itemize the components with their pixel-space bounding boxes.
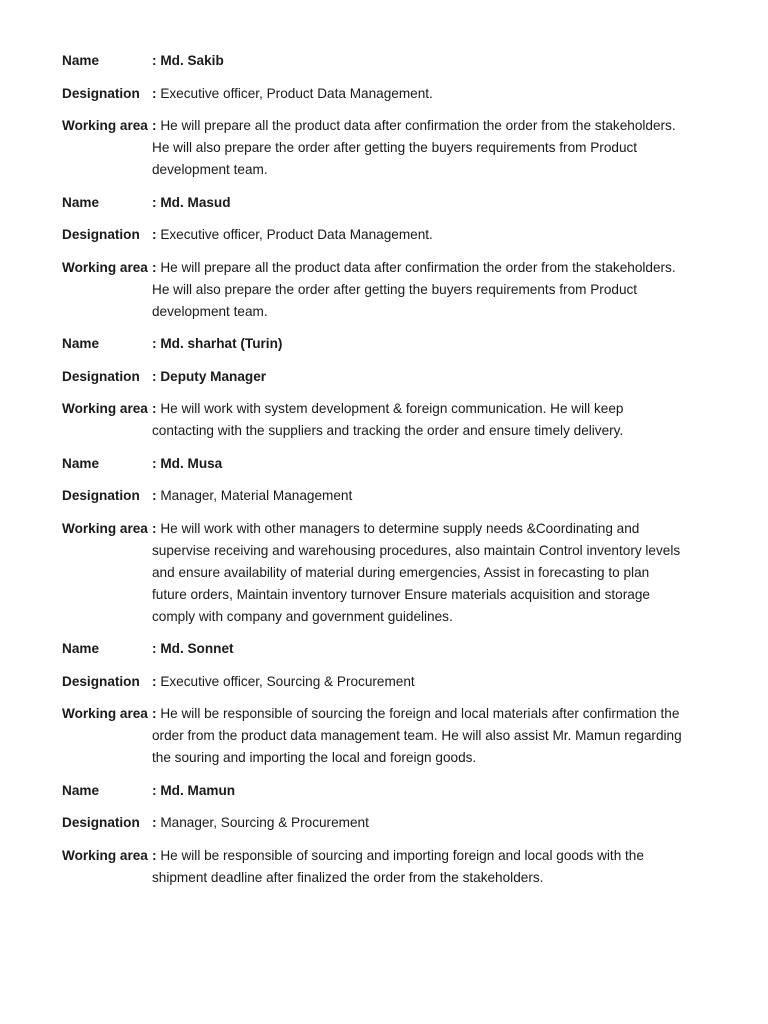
- working-area-value: [152, 115, 682, 181]
- person-working-area: He will prepare all the product data after confirmation the order from the stakeholders. He will also prepare the order after getting the buyers requirements from Product development team.: [152, 259, 676, 319]
- person-name: Md. sharhat (Turin): [160, 336, 283, 351]
- working-area-label: Working area: [62, 401, 148, 416]
- name-value: [152, 453, 682, 475]
- colon: :: [152, 336, 157, 351]
- designation-row: [62, 812, 682, 834]
- working-area-value: [152, 257, 682, 323]
- colon: :: [152, 782, 157, 798]
- name-value: [152, 333, 682, 355]
- working-area-value: [152, 703, 682, 769]
- colon: :: [152, 227, 157, 242]
- colon: :: [152, 488, 157, 503]
- colon: :: [152, 259, 157, 275]
- person-designation: Executive officer, Product Data Management.: [160, 85, 433, 101]
- working-area-value: [152, 845, 682, 889]
- name-value: [152, 780, 682, 802]
- name-label: Name: [62, 336, 100, 351]
- person-working-area: He will work with other managers to determine supply needs &Coordinating and supervise receiving and warehousing procedures, also maintain Control inventory levels and ensure availability of material during emergencies, Assist in forecasting to plan future orders, Maintain inventory turnover Ensure materials acquisition and storage comply with company and government guidelines.: [152, 520, 681, 624]
- designation-row: [62, 83, 682, 105]
- designation-label: Designation: [62, 85, 140, 101]
- person-name: Md. Musa: [160, 455, 223, 471]
- working-area-row: [62, 257, 682, 323]
- name-label: Name: [62, 782, 100, 798]
- colon: :: [152, 53, 157, 68]
- designation-label: Designation: [62, 673, 140, 689]
- name-label: Name: [62, 455, 100, 471]
- designation-value: [152, 812, 682, 834]
- name-row: [62, 192, 682, 214]
- person-working-area: He will prepare all the product data after confirmation the order from the stakeholders. He will also prepare the order after getting the buyers requirements from Product development team.: [152, 118, 676, 177]
- working-area-row: [62, 115, 682, 181]
- person-name: Md. Mamun: [160, 782, 236, 798]
- document-page: [62, 50, 682, 899]
- name-value: [152, 50, 682, 72]
- person-designation: Manager, Material Management: [160, 488, 353, 503]
- designation-label: Designation: [62, 488, 140, 503]
- designation-row: [62, 485, 682, 507]
- designation-value: [152, 485, 682, 507]
- person-name: Md. Masud: [160, 194, 231, 210]
- name-value: [152, 638, 682, 660]
- working-area-label: Working area: [62, 706, 148, 721]
- designation-label: Designation: [62, 368, 140, 384]
- name-row: [62, 453, 682, 475]
- colon: :: [152, 815, 157, 830]
- working-area-value: [152, 518, 682, 628]
- colon: :: [152, 673, 157, 689]
- name-value: [152, 192, 682, 214]
- person-working-area: He will be responsible of sourcing and importing foreign and local goods with the shipment deadline after finalized the order from the stakeholders.: [152, 847, 644, 885]
- name-label: Name: [62, 194, 100, 210]
- name-row: [62, 333, 682, 355]
- person-name: Md. Sonnet: [160, 641, 234, 656]
- person-working-area: He will be responsible of sourcing the foreign and local materials after confirmation the order from the product data management team. He will also assist Mr. Mamun regarding the souring and importing the local and foreign goods.: [152, 706, 682, 765]
- working-area-value: [152, 398, 682, 442]
- working-area-row: [62, 703, 682, 769]
- person-designation: Deputy Manager: [160, 368, 267, 384]
- designation-value: [152, 83, 682, 105]
- designation-row: [62, 224, 682, 246]
- name-label: Name: [62, 641, 100, 656]
- person-designation: Manager, Sourcing & Procurement: [160, 815, 369, 830]
- designation-label: Designation: [62, 227, 140, 242]
- designation-value: [152, 671, 682, 693]
- working-area-row: [62, 845, 682, 889]
- colon: :: [152, 401, 157, 416]
- name-row: [62, 638, 682, 660]
- person-designation: Executive officer, Sourcing & Procurement: [160, 673, 415, 689]
- person-designation: Executive officer, Product Data Management.: [160, 227, 433, 242]
- colon: :: [152, 455, 157, 471]
- working-area-row: [62, 398, 682, 442]
- designation-row: [62, 671, 682, 693]
- designation-row: [62, 366, 682, 388]
- colon: :: [152, 847, 157, 863]
- colon: :: [152, 368, 157, 384]
- working-area-label: Working area: [62, 118, 148, 133]
- colon: :: [152, 641, 157, 656]
- working-area-row: [62, 518, 682, 628]
- colon: :: [152, 85, 157, 101]
- colon: :: [152, 194, 157, 210]
- working-area-label: Working area: [62, 520, 148, 536]
- designation-value: [152, 366, 682, 388]
- designation-value: [152, 224, 682, 246]
- colon: :: [152, 706, 157, 721]
- working-area-label: Working area: [62, 259, 148, 275]
- name-row: [62, 780, 682, 802]
- colon: :: [152, 118, 157, 133]
- designation-label: Designation: [62, 815, 140, 830]
- working-area-label: Working area: [62, 847, 148, 863]
- colon: :: [152, 520, 157, 536]
- person-working-area: He will work with system development & foreign communication. He will keep contacting with the suppliers and tracking the order and ensure timely delivery.: [152, 401, 624, 438]
- name-label: Name: [62, 53, 100, 68]
- person-name: Md. Sakib: [160, 53, 224, 68]
- name-row: [62, 50, 682, 72]
